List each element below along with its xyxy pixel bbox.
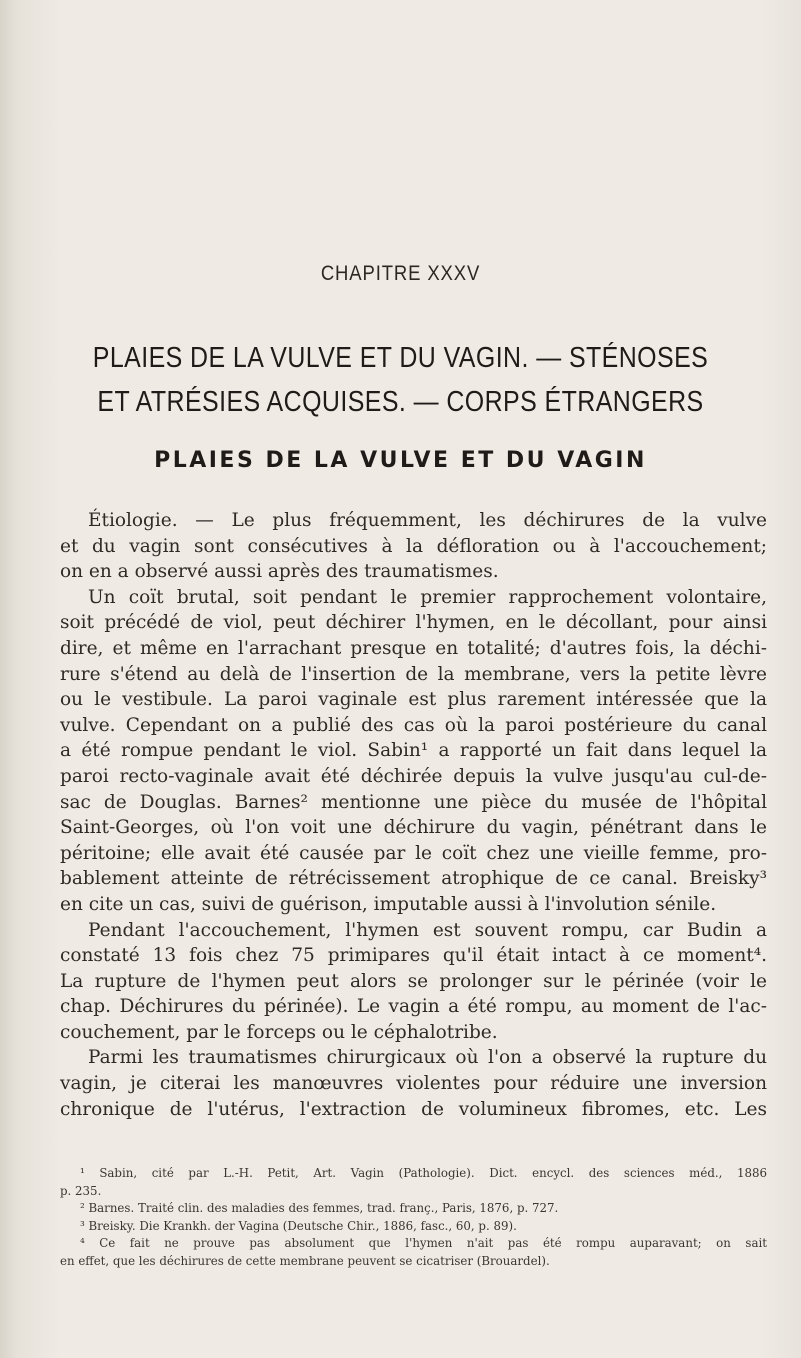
body-line: dire, et même en l'arrachant presque en totalité; d'autres fois, la déchi- <box>60 637 767 659</box>
chapter-title-line-2: ET ATRÉSIES ACQUISES. — CORPS ÉTRANGERS <box>97 386 704 418</box>
body-line: Un coït brutal, soit pendant le premier rapprochement volontaire, <box>88 586 767 608</box>
footnote-line: p. 235. <box>60 1183 102 1198</box>
body-line: sac de Douglas. Barnes² mentionne une pièce du musée de l'hôpital <box>60 791 767 813</box>
body-line: péritoine; elle avait été causée par le coït chez une vieille femme, pro- <box>60 842 767 864</box>
body-line: Parmi les traumatismes chirurgicaux où l'on a observé la rupture du <box>88 1047 767 1069</box>
body-line: soit précédé de viol, peut déchirer l'hymen, en le décollant, pour ainsi <box>60 612 767 634</box>
body-line: et du vagin sont consécutives à la défloration ou à l'accouchement; <box>60 535 767 557</box>
body-line: Saint-Georges, où l'on voit une déchirure du vagin, pénétrant dans le <box>60 817 767 839</box>
footnote-line: ³ Breisky. Die Krankh. der Vagina (Deutsche Chir., 1886, fasc., 60, p. 89). <box>80 1218 517 1233</box>
footnotes <box>60 1165 767 1270</box>
body-line: paroi recto-vaginale avait été déchirée depuis la vulve jusqu'au cul-de- <box>60 765 767 787</box>
body-line: ou le vestibule. La paroi vaginale est plus rarement intéressée que la <box>60 689 767 711</box>
chapter-title <box>40 336 761 424</box>
footnote-line: ² Barnes. Traité clin. des maladies des femmes, trad. franç., Paris, 1876, p. 727. <box>80 1201 559 1215</box>
body-line: en cite un cas, suivi de guérison, imputable aussi à l'involution sénile. <box>60 893 717 915</box>
body-line: couchement, par le forceps ou le céphalotribe. <box>60 1021 498 1043</box>
chapter-heading: CHAPITRE XXXV <box>320 262 481 285</box>
body-line: chap. Déchirures du périnée). Le vagin a été rompu, au moment de l'ac- <box>60 996 767 1018</box>
body-line: Étiologie. — Le plus fréquemment, les déchirures de la vulve <box>88 510 767 531</box>
body-line: Pendant l'accouchement, l'hymen est souvent rompu, car Budin a <box>88 919 767 941</box>
footnote-line: en effet, que les déchirures de cette membrane peuvent se cicatriser (Brouardel). <box>60 1253 550 1268</box>
body-line: a été rompue pendant le viol. Sabin¹ a rapporté un fait dans lequel la <box>60 740 767 762</box>
body-line: vulve. Cependant on a publié des cas où la paroi postérieure du canal <box>60 714 767 736</box>
body-line: chronique de l'utérus, l'extraction de volumineux fibromes, etc. Les <box>60 1098 767 1120</box>
body-text <box>60 508 767 1122</box>
body-line: on en a observé aussi après des traumatismes. <box>60 561 499 583</box>
body-line: La rupture de l'hymen peut alors se prolonger sur le périnée (voir le <box>60 970 767 992</box>
chapter-title-line-1: PLAIES DE LA VULVE ET DU VAGIN. — STÉNOSES <box>92 342 709 374</box>
body-line: rure s'étend au delà de l'insertion de la membrane, vers la petite lèvre <box>60 663 767 685</box>
footnote-line: ⁴ Ce fait ne prouve pas absolument que l'hymen n'ait pas été rompu auparavant; on sait <box>80 1236 767 1250</box>
body-line: constaté 13 fois chez 75 primipares qu'il était intact à ce moment⁴. <box>60 945 767 967</box>
footnote-line: ¹ Sabin, cité par L.-H. Petit, Art. Vagin (Pathologie). Dict. encycl. des sciences méd., 1886 <box>80 1166 767 1180</box>
body-line: vagin, je citerai les manœuvres violentes pour réduire une inversion <box>60 1073 767 1095</box>
section-heading: PLAIES DE LA VULVE ET DU VAGIN <box>154 448 647 473</box>
body-line: bablement atteinte de rétrécissement atrophique de ce canal. Breisky³ <box>60 868 767 890</box>
